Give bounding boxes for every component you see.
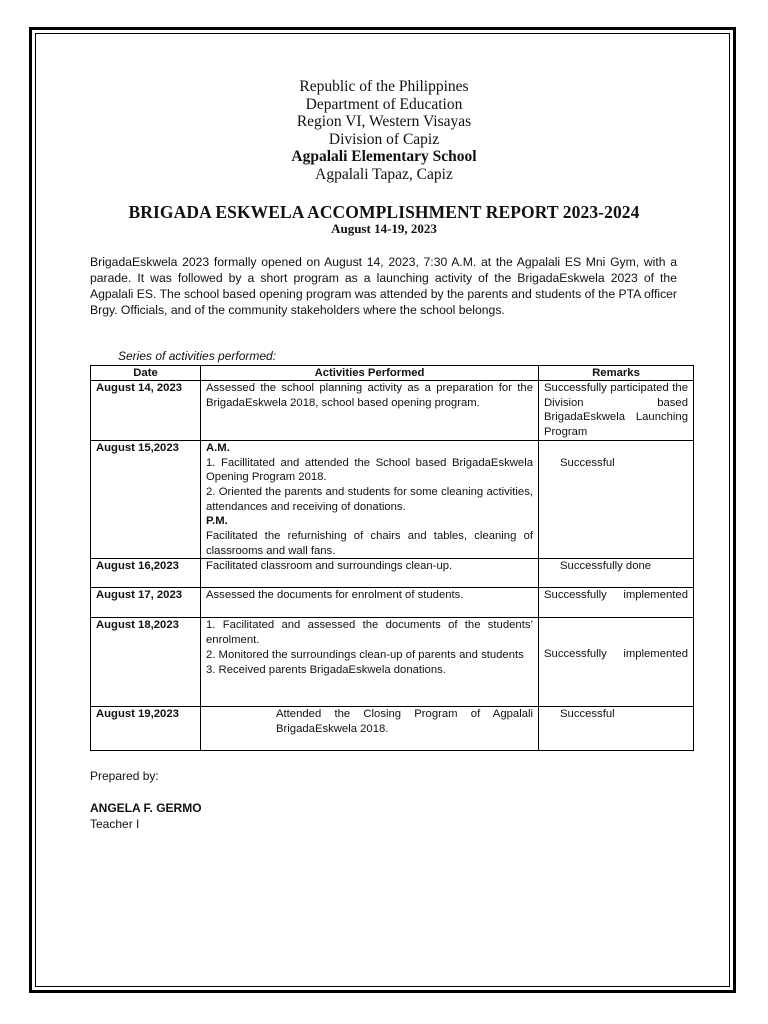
- intro-paragraph: BrigadaEskwela 2023 formally opened on August 14, 2023, 7:30 A.M. at the Agpalali ES Mni Gym, with a parade. It was followed by a short program as a launching activity of the BrigadaEskwela 2023 of the Agpalali ES. The school based opening program was attended by the parents and students of the PTA officer Brgy. Officials, and of the community stakeholders where the school belongs.: [90, 255, 677, 317]
- row-activity: Facilitated classroom and surroundings clean-up.: [201, 559, 539, 588]
- letterhead-school-name: Agpalali Elementary School: [291, 148, 477, 166]
- activity-item-2: 2. Monitored the surroundings clean-up of parents and students: [206, 648, 524, 661]
- activities-table: [90, 365, 694, 751]
- activity-item-1: 1. Facilitated and assessed the documents of the students’ enrolment.: [206, 619, 533, 647]
- table-row: [91, 381, 694, 441]
- pm-label: P.M.: [206, 515, 228, 528]
- letterhead-address: Agpalali Tapaz, Capiz: [315, 165, 453, 183]
- row-remarks-text: Successfully done: [560, 560, 652, 573]
- table-row: [91, 440, 694, 559]
- letterhead-line-region: Region VI, Western Visayas: [296, 113, 472, 131]
- row-activity: [201, 618, 539, 707]
- row-activity: [201, 707, 539, 751]
- row-remarks-text: Successful: [560, 708, 615, 721]
- row-remarks: [539, 559, 694, 588]
- row-date: August 15,2023: [91, 440, 201, 559]
- row-date: August 14, 2023: [91, 381, 201, 441]
- row-remarks-text: Successfully implemented: [544, 648, 688, 661]
- row-remarks: [539, 707, 694, 751]
- letterhead-line-republic: Republic of the Philippines: [299, 78, 469, 95]
- activity-item-3: 3. Received parents BrigadaEskwela donations.: [206, 663, 446, 676]
- signatory-position: Teacher I: [90, 817, 140, 831]
- row-date: August 19,2023: [91, 707, 201, 751]
- report-date-range: August 14-19, 2023: [331, 221, 437, 236]
- row-remarks: Successfully participated the Division based BrigadaEskwela Launching Program: [539, 381, 694, 441]
- prepared-by-label: Prepared by:: [90, 769, 159, 783]
- pm-item: Facilitated the refurnishing of chairs and tables, cleaning of classrooms and wall fans.: [206, 530, 533, 557]
- am-label: A.M.: [206, 441, 230, 454]
- column-header-date: Date: [91, 366, 201, 381]
- row-activity: Assessed the documents for enrolment of students.: [201, 588, 539, 618]
- letterhead-line-division: Division of Capiz: [328, 130, 440, 148]
- row-remarks: [539, 618, 694, 707]
- column-header-activities: Activities Performed: [201, 366, 539, 381]
- letterhead-line-department: Department of Education: [305, 95, 463, 113]
- row-date: August 16,2023: [91, 559, 201, 588]
- row-remarks-text: Successful: [560, 456, 615, 469]
- table-header-row: [91, 366, 694, 381]
- column-header-remarks: Remarks: [539, 366, 694, 381]
- row-remarks-text: Successfully implemented: [544, 589, 688, 602]
- table-row: [91, 707, 694, 751]
- signatory-name: ANGELA F. GERMO: [90, 801, 202, 815]
- row-activity: Assessed the school planning activity as a preparation for the BrigadaEskwela 2018, school based opening program.: [201, 381, 539, 441]
- table-row: [91, 618, 694, 707]
- row-remarks: [539, 588, 694, 618]
- report-title: BRIGADA ESKWELA ACCOMPLISHMENT REPORT 2023-2024: [128, 202, 640, 222]
- letterhead: [0, 78, 768, 184]
- series-label: Series of activities performed:: [118, 349, 277, 363]
- table-row: [91, 588, 694, 618]
- am-item-2: 2. Oriented the parents and students for some cleaning activities, attendances and receiving of donations.: [206, 485, 533, 513]
- row-activity-text: Attended the Closing Program of Agpalali BrigadaEskwela 2018.: [276, 708, 533, 736]
- am-item-1: 1. Facillitated and attended the School based BrigadaEskwela Opening Program 2018.: [206, 456, 533, 484]
- row-activity: [201, 440, 539, 559]
- row-remarks: [539, 440, 694, 559]
- row-date: August 18,2023: [91, 618, 201, 707]
- row-date: August 17, 2023: [91, 588, 201, 618]
- table-row: [91, 559, 694, 588]
